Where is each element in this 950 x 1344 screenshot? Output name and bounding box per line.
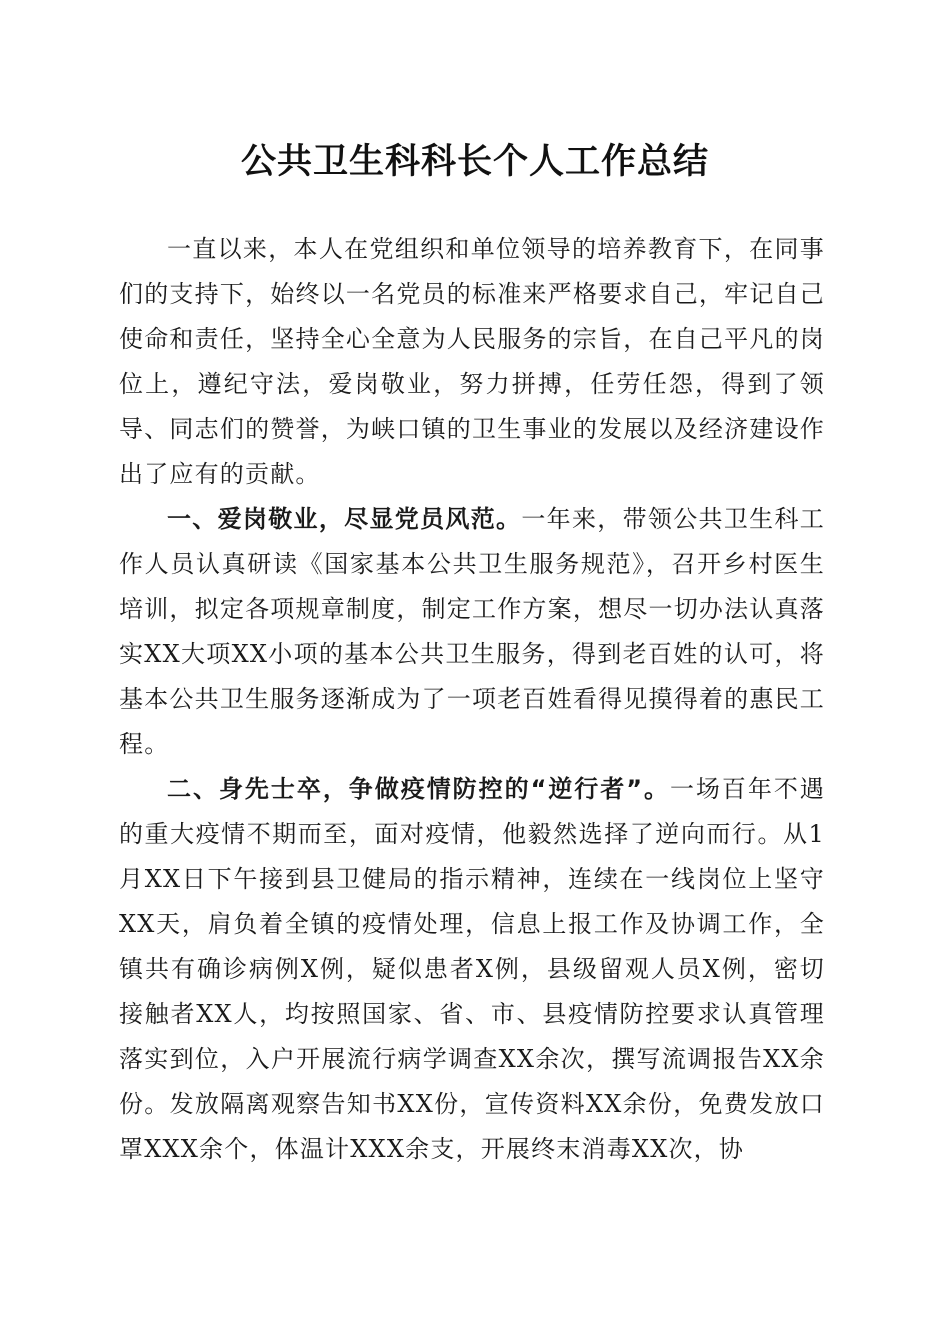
paragraph-text: 一场百年不遇的重大疫情不期而至，面对疫情，他毅然选择了逆向而行。从1月XX日下午接到县卫健局的指示精神，连续在一线岗位上坚守XX天，肩负着全镇的疫情处理，信息上报工作及协调工作，全镇共有确诊病例X例，疑似患者X例，县级留观人员X例，密切接触者XX人，均按照国家、省、市、县疫情防控要求认真管理落实到位，入户开展流行病学调查XX余次，撰写流调报告XX余份。发放隔离观察告知书XX份，宣传资料XX余份，免费发放口罩XXX余个，体温计XXX余支，开展终末消毒XX次，协	[119, 775, 826, 1163]
paragraph-text: 一直以来，本人在党组织和单位领导的培养教育下，在同事们的支持下，始终以一名党员的标准来严格要求自己，牢记自己使命和责任，坚持全心全意为人民服务的宗旨，在自己平凡的岗位上，遵纪守法，爱岗敬业，努力拼搏，任劳任怨，得到了领导、同志们的赞誉，为峡口镇的卫生事业的发展以及经济建设作出了应有的贡献。	[119, 235, 825, 488]
section-heading: 一、爱岗敬业，尽显党员风范。	[167, 505, 522, 533]
section-heading: 二、身先士卒，争做疫情防控的“逆行者”。	[167, 775, 670, 803]
paragraph-section-1	[119, 497, 825, 767]
paragraph-intro	[119, 227, 825, 497]
document-title: 公共卫生科科长个人工作总结	[240, 141, 709, 182]
paragraph-section-2	[119, 767, 825, 1172]
document-body	[119, 227, 825, 1172]
paragraph-text: 一年来，带领公共卫生科工作人员认真研读《国家基本公共卫生服务规范》，召开乡村医生培训，拟定各项规章制度，制定工作方案，想尽一切办法认真落实XX大项XX小项的基本公共卫生服务，得到老百姓的认可，将基本公共卫生服务逐渐成为了一项老百姓看得见摸得着的惠民工程。	[119, 505, 825, 758]
